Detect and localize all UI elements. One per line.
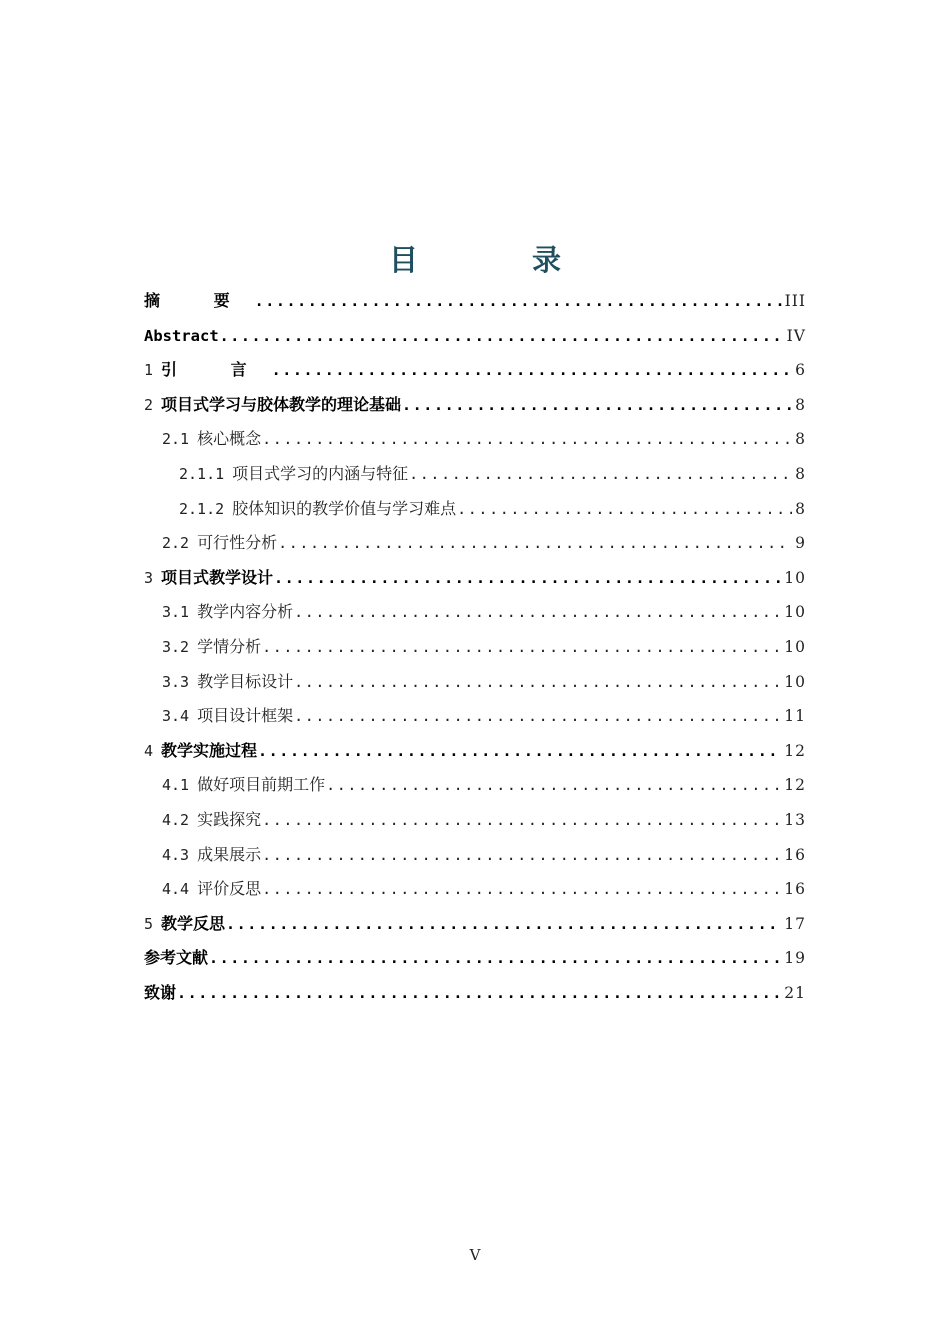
toc-entry-page: 12 — [784, 776, 806, 795]
toc-entry-page: 6 — [795, 361, 806, 380]
toc-entry-page: 16 — [784, 880, 806, 899]
toc-entry-label: 做好项目前期工作 — [197, 775, 326, 795]
toc-entry-label: 教学实施过程 — [161, 740, 258, 760]
toc-entry-page: 17 — [784, 914, 806, 933]
toc-entry[interactable] — [144, 492, 806, 527]
toc-entry-label: Abstract — [144, 326, 219, 345]
toc-entry[interactable] — [144, 353, 806, 388]
toc-entry-page: 8 — [795, 430, 806, 449]
toc-entry-label: 摘 要 — [144, 291, 254, 310]
toc-entry-label: 项目设计框架 — [197, 706, 294, 726]
toc-entry[interactable] — [144, 526, 806, 561]
toc-entry-label: 项目式学习与胶体教学的理论基础 — [161, 394, 402, 414]
toc-entry-page: 13 — [784, 810, 806, 829]
toc-entry[interactable] — [144, 907, 806, 942]
toc-entry-number: 2.2 — [162, 534, 190, 553]
toc-entry-number: 4.2 — [162, 810, 190, 829]
toc-entry-number: 2.1 — [162, 430, 190, 449]
toc-entry-number: 2.1.2 — [179, 499, 225, 518]
toc-dot-leader — [274, 561, 781, 596]
toc-entry-number: 3.2 — [162, 637, 190, 656]
toc-entry-page: 8 — [795, 499, 806, 518]
toc-entry-label: 实践探究 — [197, 809, 262, 829]
toc-entry-number: 1 — [144, 361, 154, 380]
toc-dot-leader — [457, 492, 792, 527]
toc-entry-page: 12 — [784, 741, 806, 760]
page-number: V — [469, 1246, 481, 1264]
toc-entry-number: 3.1 — [162, 603, 190, 622]
toc-dot-leader — [209, 941, 781, 976]
toc-entry[interactable] — [144, 803, 806, 838]
table-of-contents — [144, 284, 806, 1010]
toc-dot-leader — [294, 665, 781, 700]
toc-entry[interactable] — [144, 976, 806, 1011]
toc-dot-leader — [262, 422, 792, 457]
toc-entry[interactable] — [144, 561, 806, 596]
toc-entry-page: 9 — [795, 534, 806, 553]
toc-dot-leader — [294, 595, 781, 630]
toc-entry-page: 10 — [784, 672, 806, 691]
toc-entry[interactable] — [144, 630, 806, 665]
toc-dot-leader — [226, 907, 781, 942]
toc-entry-label: 成果展示 — [197, 844, 262, 864]
toc-entry[interactable] — [144, 388, 806, 423]
toc-entry-label: 胶体知识的教学价值与学习难点 — [232, 498, 457, 518]
toc-entry-label: 项目式学习的内涵与特征 — [232, 463, 409, 483]
toc-entry[interactable] — [144, 595, 806, 630]
toc-entry-label: 致谢 — [144, 982, 177, 1002]
toc-entry-page: III — [784, 292, 806, 310]
toc-entry-label: 引 言 — [161, 360, 271, 380]
toc-title: 目 录 — [388, 243, 614, 277]
toc-entry-label: 学情分析 — [197, 636, 262, 656]
toc-entry-page: 8 — [795, 464, 806, 483]
toc-entry-page: 16 — [784, 845, 806, 864]
toc-dot-leader — [294, 699, 781, 734]
toc-dot-leader — [272, 353, 793, 388]
toc-dot-leader — [402, 388, 792, 423]
toc-entry[interactable] — [144, 284, 806, 319]
toc-entry[interactable] — [144, 457, 806, 492]
toc-entry-page: 10 — [784, 603, 806, 622]
toc-entry-label: 教学反思 — [161, 913, 226, 933]
toc-entry-page: 21 — [784, 983, 806, 1002]
toc-entry-number: 4.1 — [162, 776, 190, 795]
toc-dot-leader — [255, 284, 782, 319]
toc-entry-number: 4.3 — [162, 845, 190, 864]
toc-dot-leader — [177, 976, 781, 1011]
toc-entry-label: 核心概念 — [197, 429, 262, 449]
toc-entry-page: 8 — [795, 395, 806, 414]
toc-entry-number: 4.4 — [162, 880, 190, 899]
toc-dot-leader — [262, 803, 781, 838]
toc-entry[interactable] — [144, 422, 806, 457]
toc-dot-leader — [258, 734, 781, 769]
toc-entry-page: 19 — [784, 949, 806, 968]
toc-entry[interactable] — [144, 319, 806, 354]
toc-entry[interactable] — [144, 872, 806, 907]
toc-entry-number: 3.3 — [162, 672, 190, 691]
toc-entry[interactable] — [144, 734, 806, 769]
toc-entry-label: 教学内容分析 — [197, 602, 294, 622]
toc-entry[interactable] — [144, 768, 806, 803]
toc-dot-leader — [262, 838, 781, 873]
toc-entry-label: 教学目标设计 — [197, 671, 294, 691]
toc-entry-number: 2 — [144, 395, 154, 414]
toc-entry-label: 项目式教学设计 — [161, 567, 274, 587]
toc-entry-number: 5 — [144, 914, 154, 933]
toc-entry[interactable] — [144, 838, 806, 873]
toc-entry-number: 3.4 — [162, 707, 190, 726]
toc-entry[interactable] — [144, 699, 806, 734]
toc-entry-number: 3 — [144, 568, 154, 587]
toc-entry-page: 10 — [784, 568, 806, 587]
toc-entry-number: 4 — [144, 741, 154, 760]
toc-dot-leader — [326, 768, 781, 803]
toc-entry-page: IV — [786, 326, 806, 345]
toc-entry-page: 11 — [784, 707, 806, 726]
toc-entry-label: 可行性分析 — [197, 533, 278, 553]
toc-dot-leader — [409, 457, 792, 492]
toc-dot-leader — [220, 319, 784, 354]
toc-entry[interactable] — [144, 665, 806, 700]
toc-dot-leader — [278, 526, 792, 561]
toc-entry-page: 10 — [784, 637, 806, 656]
toc-dot-leader — [262, 872, 781, 907]
toc-entry-label: 参考文献 — [144, 948, 209, 968]
toc-entry-number: 2.1.1 — [179, 464, 225, 483]
toc-dot-leader — [262, 630, 781, 665]
toc-entry-label: 评价反思 — [197, 879, 262, 899]
toc-entry[interactable] — [144, 941, 806, 976]
